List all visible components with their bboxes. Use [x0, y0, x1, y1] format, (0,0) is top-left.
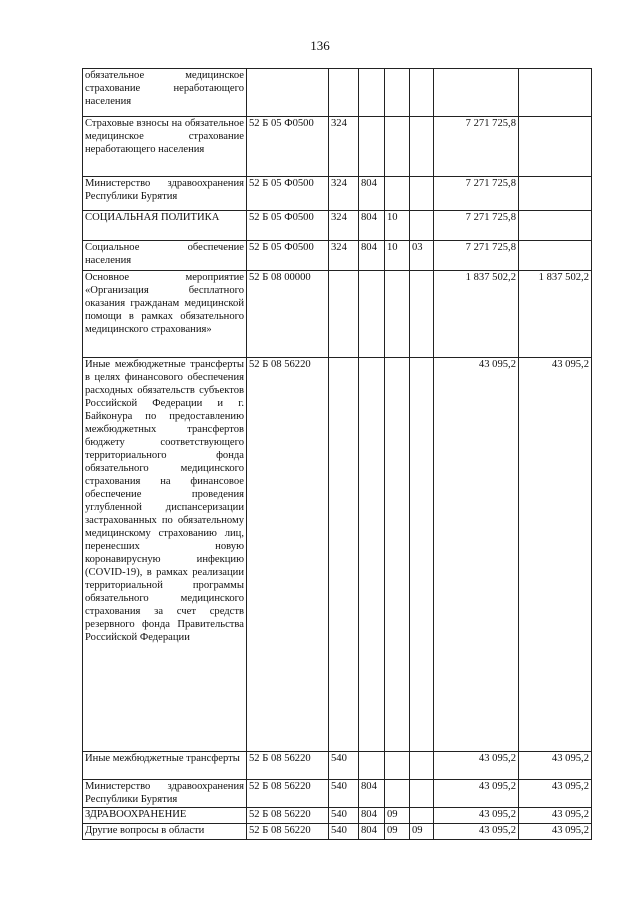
cell-amount-1: 7 271 725,8 — [434, 211, 519, 241]
cell-amount-2 — [519, 241, 592, 271]
cell-expense-type — [329, 69, 359, 117]
cell-amount-2: 43 095,2 — [519, 824, 592, 840]
table-row — [83, 69, 592, 117]
cell-subsection — [410, 271, 434, 358]
cell-target-article: 52 Б 08 56220 — [247, 358, 329, 752]
cell-target-article: 52 Б 05 Ф0500 — [247, 211, 329, 241]
cell-name: Социальное обеспечение населения — [83, 241, 247, 271]
cell-name: обязательное медицинское страхование неработающего населения — [83, 69, 247, 117]
cell-target-article — [247, 69, 329, 117]
cell-amount-2: 43 095,2 — [519, 808, 592, 824]
table-row — [83, 358, 592, 752]
cell-ministry-code: 804 — [359, 808, 385, 824]
cell-amount-1: 43 095,2 — [434, 808, 519, 824]
cell-name: Министерство здравоохранения Республики Бурятия — [83, 780, 247, 808]
cell-section: 09 — [385, 808, 410, 824]
cell-expense-type: 540 — [329, 824, 359, 840]
cell-expense-type: 324 — [329, 211, 359, 241]
cell-amount-1: 43 095,2 — [434, 358, 519, 752]
cell-amount-1: 43 095,2 — [434, 824, 519, 840]
cell-ministry-code — [359, 358, 385, 752]
cell-name: Страховые взносы на обязательное медицинское страхование неработающего населения — [83, 117, 247, 177]
table-row — [83, 271, 592, 358]
cell-expense-type: 540 — [329, 808, 359, 824]
cell-section — [385, 117, 410, 177]
cell-expense-type: 324 — [329, 117, 359, 177]
cell-expense-type — [329, 358, 359, 752]
cell-target-article: 52 Б 08 56220 — [247, 808, 329, 824]
cell-amount-2 — [519, 211, 592, 241]
cell-name: Основное мероприятие «Организация бесплатного оказания гражданам медицинской помощи в рамках обязательного медицинского страхования» — [83, 271, 247, 358]
table-row — [83, 241, 592, 271]
cell-section — [385, 177, 410, 211]
cell-section — [385, 69, 410, 117]
cell-section — [385, 358, 410, 752]
cell-ministry-code: 804 — [359, 780, 385, 808]
cell-section — [385, 780, 410, 808]
cell-name: Министерство здравоохранения Республики Бурятия — [83, 177, 247, 211]
cell-section — [385, 271, 410, 358]
cell-name: СОЦИАЛЬНАЯ ПОЛИТИКА — [83, 211, 247, 241]
cell-name: Иные межбюджетные трансферты — [83, 752, 247, 780]
page-number: 136 — [310, 38, 330, 53]
cell-expense-type: 324 — [329, 177, 359, 211]
cell-subsection — [410, 808, 434, 824]
cell-ministry-code: 804 — [359, 211, 385, 241]
cell-amount-2: 1 837 502,2 — [519, 271, 592, 358]
table-row — [83, 780, 592, 808]
cell-subsection — [410, 117, 434, 177]
cell-amount-1 — [434, 69, 519, 117]
cell-subsection — [410, 177, 434, 211]
cell-amount-1: 7 271 725,8 — [434, 241, 519, 271]
cell-section: 10 — [385, 211, 410, 241]
cell-subsection: 03 — [410, 241, 434, 271]
cell-amount-1: 7 271 725,8 — [434, 177, 519, 211]
cell-amount-2: 43 095,2 — [519, 752, 592, 780]
cell-target-article: 52 Б 08 56220 — [247, 780, 329, 808]
cell-amount-2: 43 095,2 — [519, 780, 592, 808]
cell-section: 09 — [385, 824, 410, 840]
cell-name: Иные межбюджетные трансферты в целях финансового обеспечения расходных обязательств субъектов Российской Федерации и г. Байконура по предоставлению межбюджетных трансфертов бюджету соответствующего территориального фонда обязательного медицинского страхования на финансовое обеспечение проведения углубленной диспансеризации застрахованных по обязательному медицинскому страхованию лиц, перенесших новую коронавирусную инфекцию (COVID-19), в рамках реализации территориальной программы обязательного медицинского страхования за счет средств резервного фонда Правительства Российской Федерации — [83, 358, 247, 752]
cell-target-article: 52 Б 08 56220 — [247, 752, 329, 780]
cell-expense-type — [329, 271, 359, 358]
cell-ministry-code — [359, 752, 385, 780]
cell-target-article: 52 Б 05 Ф0500 — [247, 241, 329, 271]
cell-subsection — [410, 358, 434, 752]
cell-target-article: 52 Б 05 Ф0500 — [247, 177, 329, 211]
cell-amount-1: 7 271 725,8 — [434, 117, 519, 177]
cell-amount-2: 43 095,2 — [519, 358, 592, 752]
table-row — [83, 117, 592, 177]
cell-section: 10 — [385, 241, 410, 271]
cell-name: ЗДРАВООХРАНЕНИЕ — [83, 808, 247, 824]
cell-expense-type: 324 — [329, 241, 359, 271]
cell-name: Другие вопросы в области — [83, 824, 247, 840]
cell-target-article: 52 Б 08 00000 — [247, 271, 329, 358]
cell-ministry-code: 804 — [359, 177, 385, 211]
cell-target-article: 52 Б 08 56220 — [247, 824, 329, 840]
table-row — [83, 824, 592, 840]
cell-expense-type: 540 — [329, 752, 359, 780]
table-row — [83, 808, 592, 824]
budget-table — [82, 68, 592, 840]
table-row — [83, 752, 592, 780]
cell-ministry-code: 804 — [359, 241, 385, 271]
cell-ministry-code — [359, 69, 385, 117]
cell-amount-1: 1 837 502,2 — [434, 271, 519, 358]
cell-subsection — [410, 211, 434, 241]
cell-ministry-code: 804 — [359, 824, 385, 840]
cell-ministry-code — [359, 271, 385, 358]
cell-section — [385, 752, 410, 780]
cell-amount-2 — [519, 69, 592, 117]
cell-ministry-code — [359, 117, 385, 177]
table-row — [83, 211, 592, 241]
cell-amount-1: 43 095,2 — [434, 752, 519, 780]
cell-amount-2 — [519, 117, 592, 177]
cell-target-article: 52 Б 05 Ф0500 — [247, 117, 329, 177]
cell-subsection: 09 — [410, 824, 434, 840]
cell-subsection — [410, 69, 434, 117]
cell-amount-2 — [519, 177, 592, 211]
table-row — [83, 177, 592, 211]
cell-subsection — [410, 752, 434, 780]
cell-expense-type: 540 — [329, 780, 359, 808]
cell-subsection — [410, 780, 434, 808]
cell-amount-1: 43 095,2 — [434, 780, 519, 808]
